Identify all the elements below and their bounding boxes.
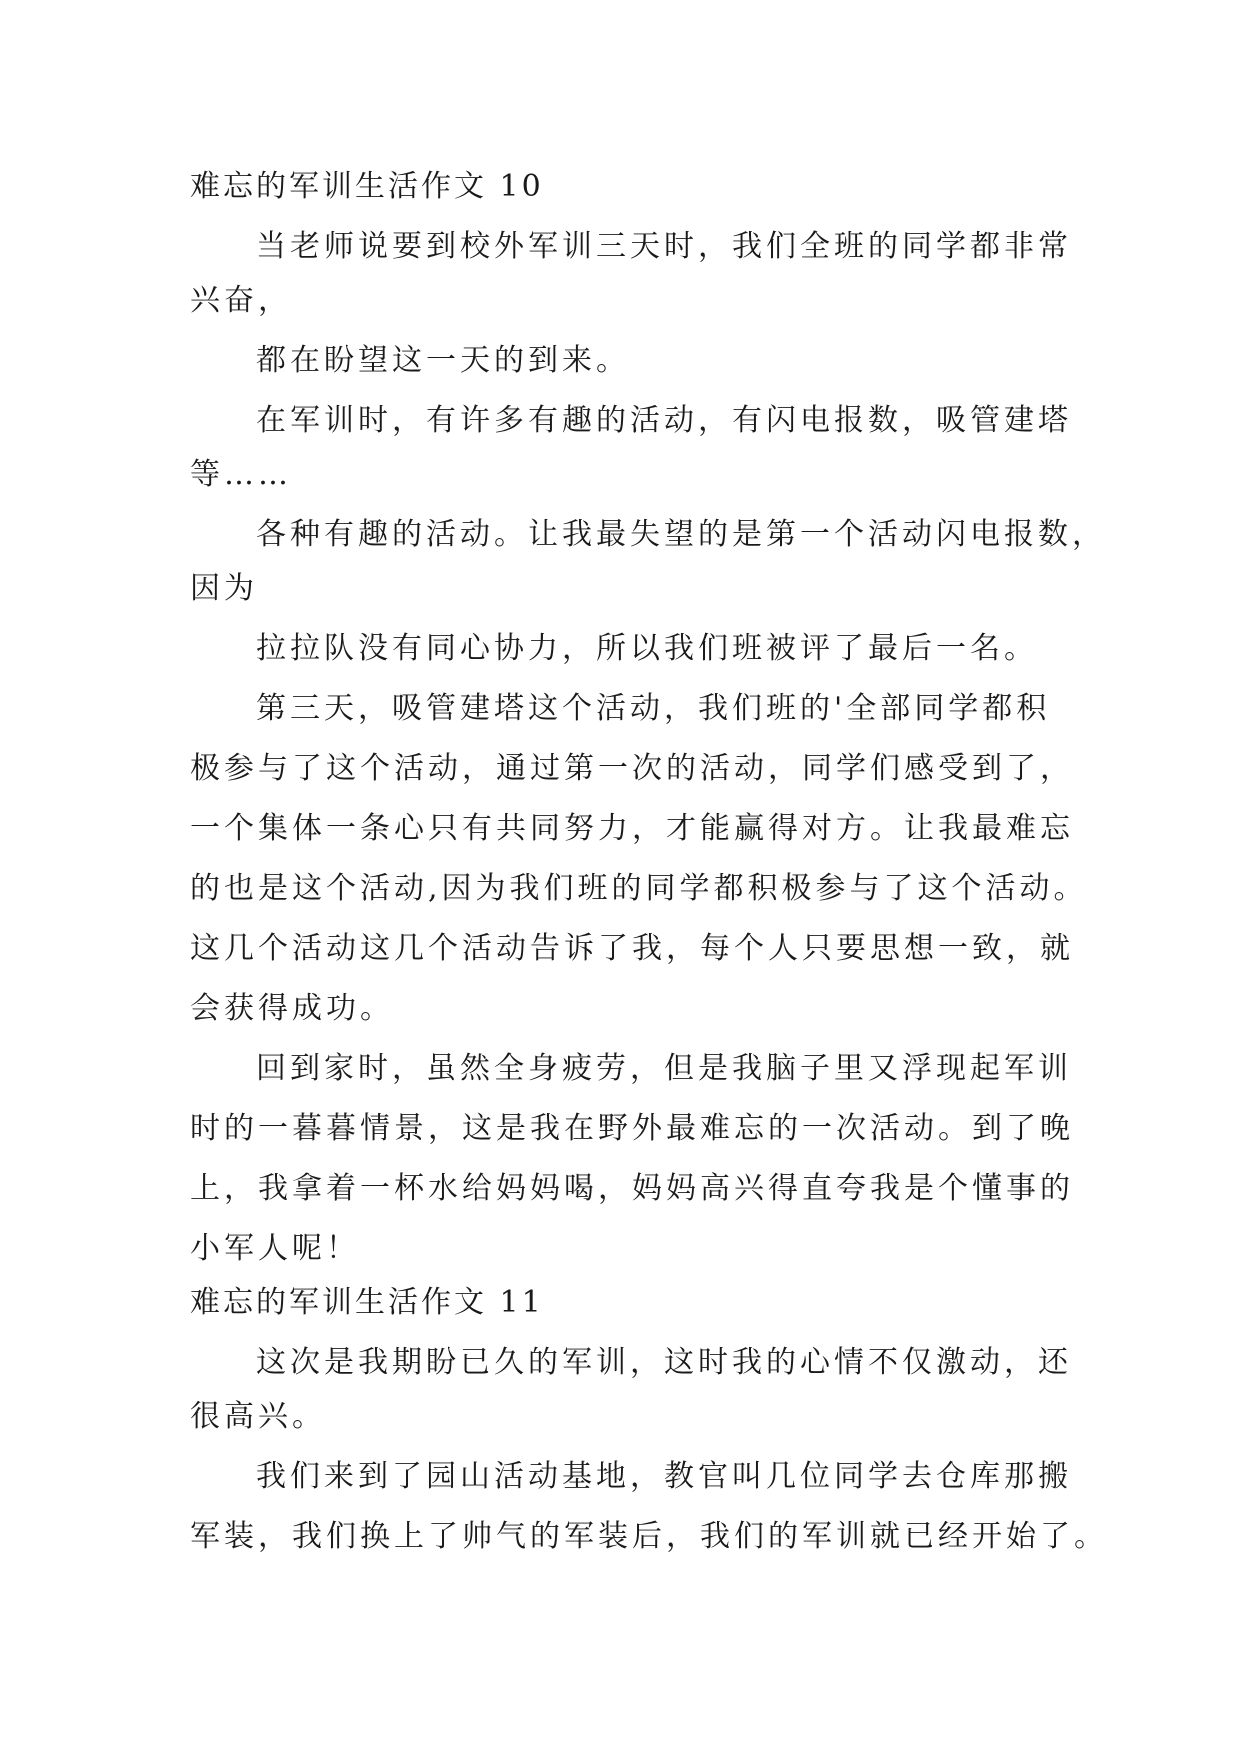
paragraph-line: 极参与了这个活动，通过第一次的活动，同学们感受到了， — [190, 751, 1074, 786]
paragraph-line: 兴奋， — [190, 283, 292, 318]
paragraph-line: 军装，我们换上了帅气的军装后，我们的军训就已经开始了。 — [190, 1519, 1108, 1554]
paragraph-line: 很高兴。 — [190, 1399, 326, 1434]
paragraph-line: 各种有趣的活动。让我最失望的是第一个活动闪电报数， — [256, 517, 1106, 552]
paragraph-line: 时的一暮暮情景，这是我在野外最难忘的一次活动。到了晚 — [190, 1111, 1074, 1146]
paragraph-line: 一个集体一条心只有共同努力，才能赢得对方。让我最难忘 — [190, 811, 1074, 846]
paragraph-line: 上，我拿着一杯水给妈妈喝，妈妈高兴得直夸我是个懂事的 — [190, 1171, 1074, 1206]
paragraph-line: 第三天，吸管建塔这个活动，我们班的'全部同学都积 — [256, 691, 1051, 726]
paragraph-line: 在军训时，有许多有趣的活动，有闪电报数，吸管建塔 — [256, 403, 1072, 438]
paragraph-line: 这次是我期盼已久的军训，这时我的心情不仅激动，还 — [256, 1345, 1072, 1380]
paragraph-line: 因为 — [190, 571, 258, 606]
paragraph-line: 的也是这个活动,因为我们班的同学都积极参与了这个活动。 — [190, 871, 1088, 906]
paragraph-line: 当老师说要到校外军训三天时，我们全班的同学都非常 — [256, 229, 1072, 264]
paragraph-line: 等…… — [190, 457, 292, 492]
paragraph-line: 会获得成功。 — [190, 991, 394, 1026]
paragraph-line: 小军人呢！ — [190, 1231, 360, 1266]
paragraph-line: 回到家时，虽然全身疲劳，但是我脑子里又浮现起军训 — [256, 1051, 1072, 1086]
paragraph-line: 拉拉队没有同心协力，所以我们班被评了最后一名。 — [256, 631, 1038, 666]
paragraph-line: 这几个活动这几个活动告诉了我，每个人只要思想一致，就 — [190, 931, 1074, 966]
essay-title: 难忘的军训生活作文 10 — [190, 169, 544, 204]
paragraph-line: 我们来到了园山活动基地，教官叫几位同学去仓库那搬 — [256, 1459, 1072, 1494]
essay-title: 难忘的军训生活作文 11 — [190, 1285, 544, 1320]
paragraph-line: 都在盼望这一天的到来。 — [256, 343, 630, 378]
